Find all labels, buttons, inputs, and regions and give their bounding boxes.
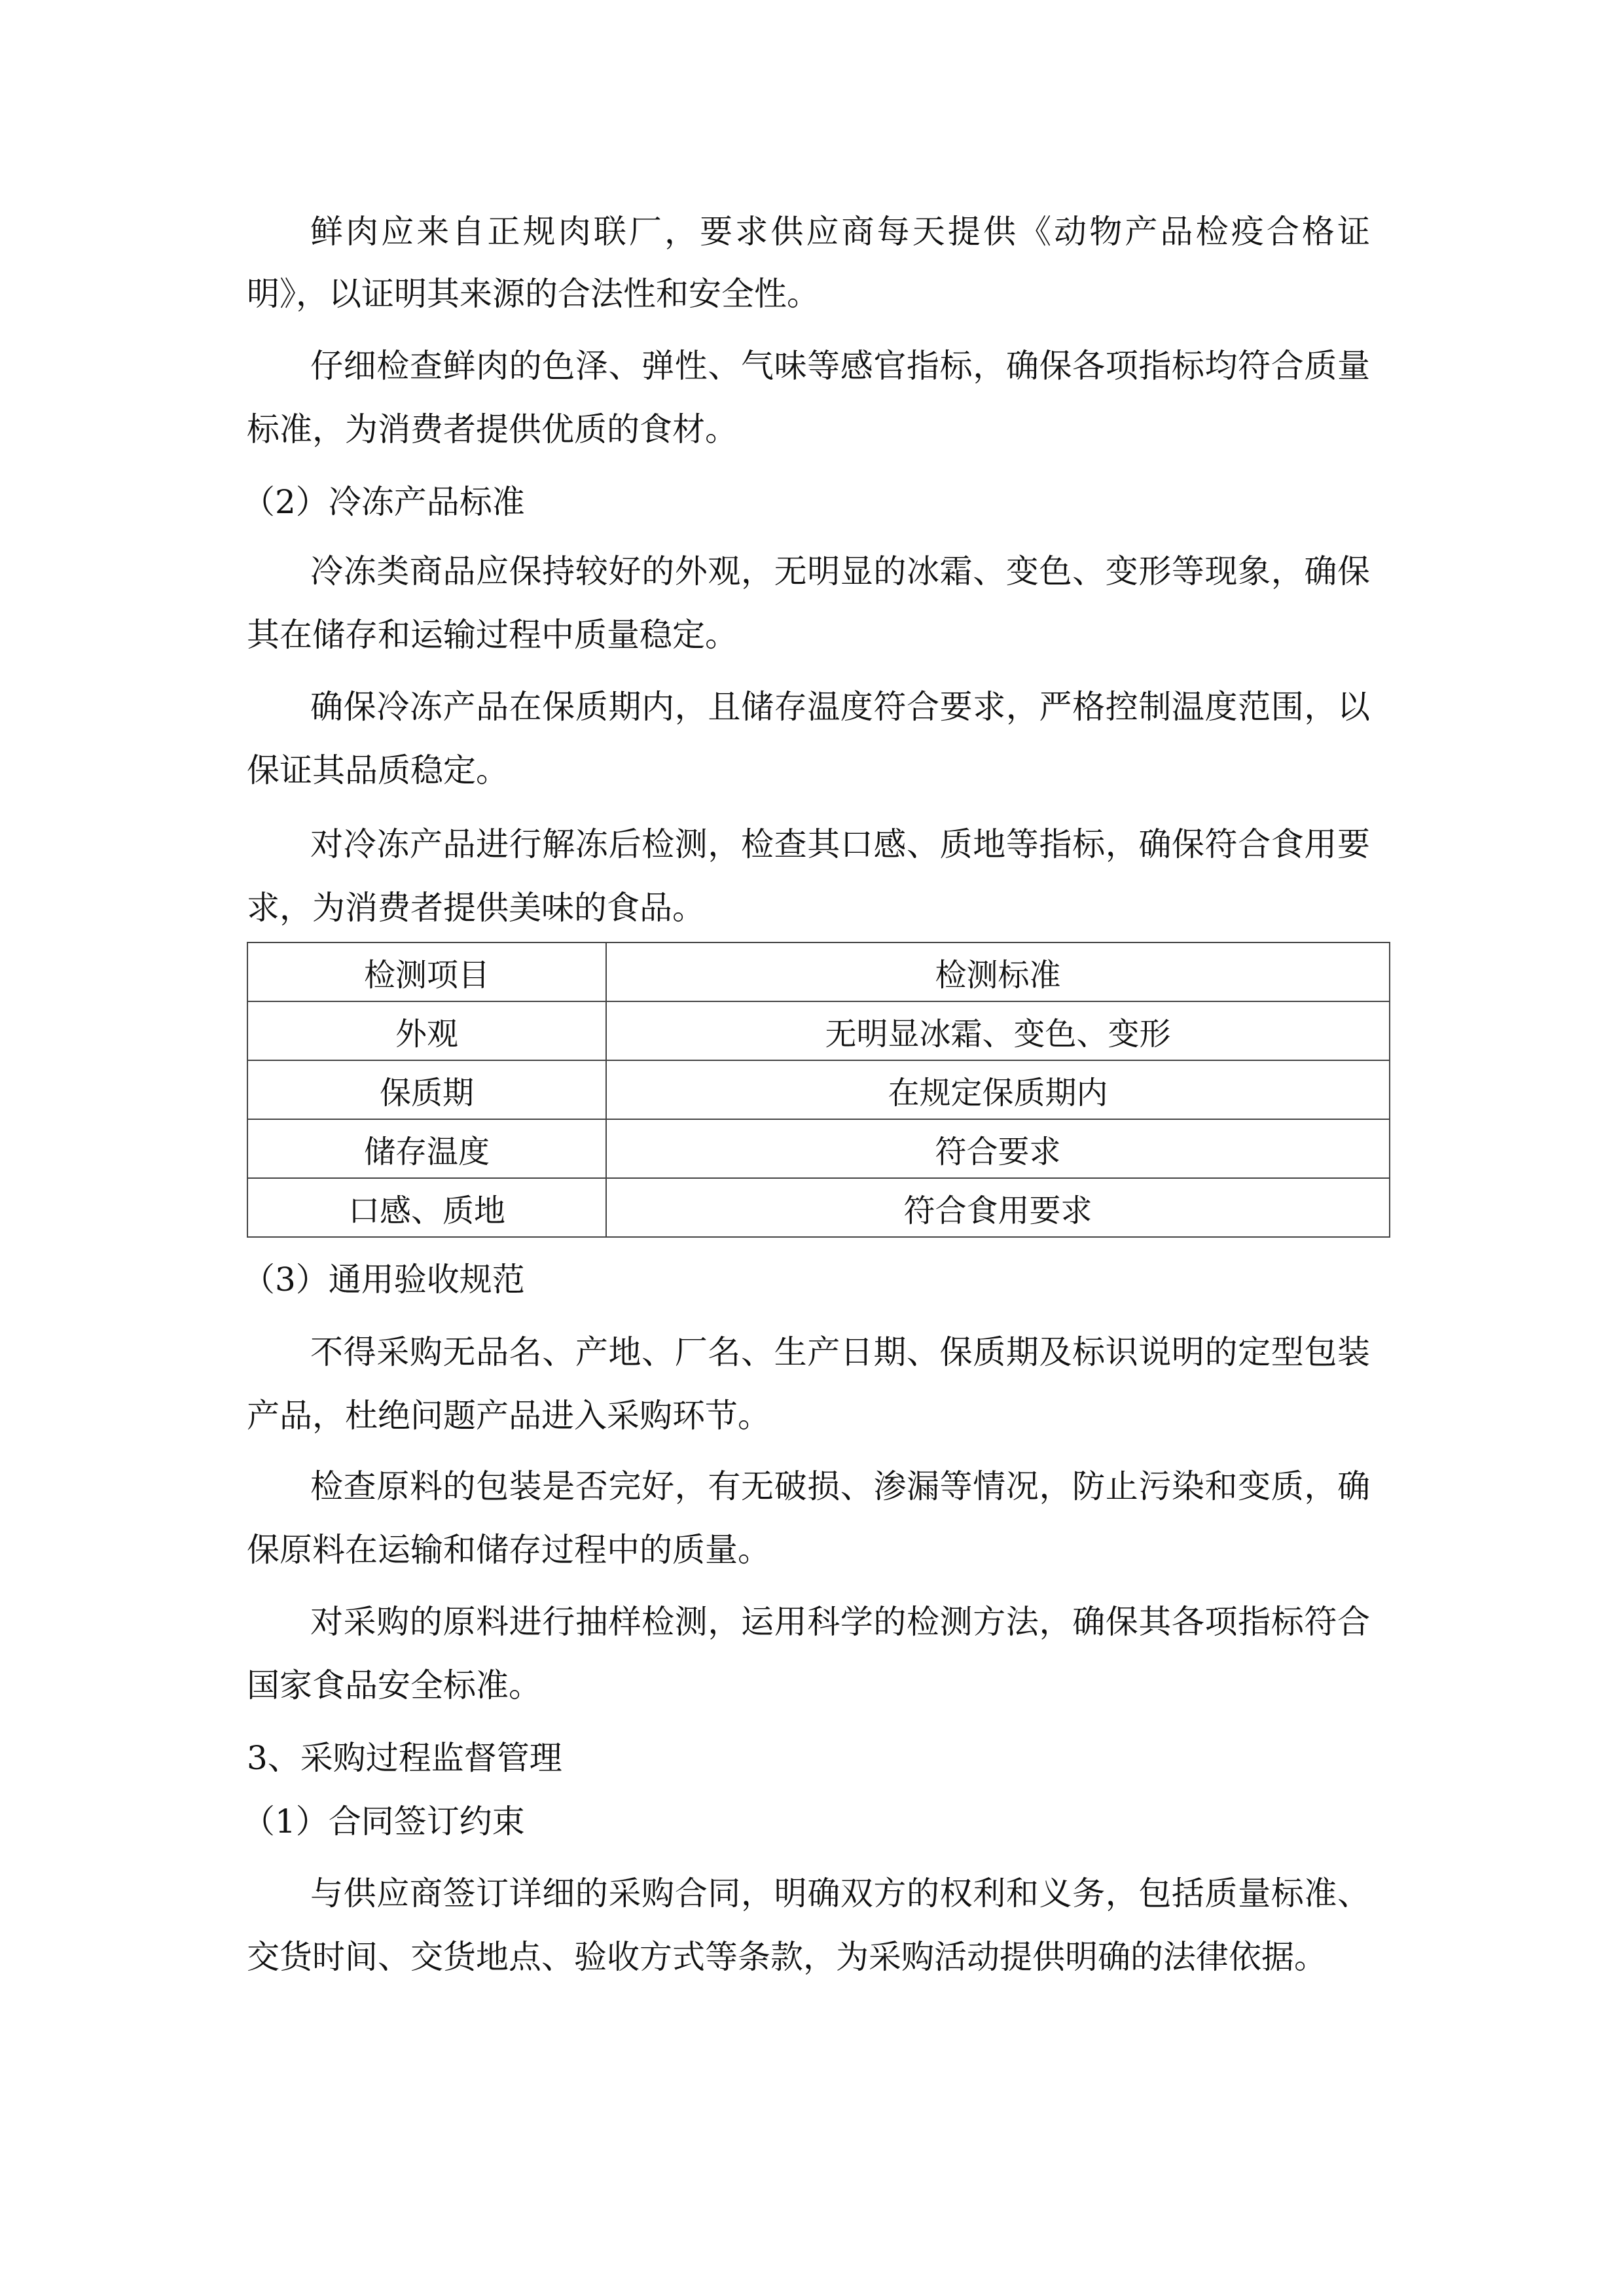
- table-cell: 符合要求: [606, 1119, 1390, 1178]
- paragraph-line: 其在储存和运输过程中质量稳定。: [247, 616, 738, 654]
- table-row: [247, 1119, 1390, 1178]
- table-header-row: [247, 942, 1390, 1001]
- subsection-heading: （1）合同签订约束: [242, 1803, 525, 1840]
- table-cell: 无明显冰霜、变色、变形: [606, 1001, 1390, 1060]
- table-header-cell: 检测项目: [247, 942, 606, 1001]
- inspection-standards-table: [247, 942, 1390, 1238]
- paragraph-line: 保证其品质稳定。: [247, 751, 509, 789]
- paragraph-line: 仔细检查鲜肉的色泽、弹性、气味等感官指标，确保各项指标均符合质量: [310, 347, 1370, 385]
- paragraph-line: 国家食品安全标准。: [247, 1666, 541, 1704]
- subsection-heading: （3）通用验收规范: [242, 1261, 525, 1299]
- table-cell: 储存温度: [247, 1119, 606, 1178]
- subsection-heading: （2）冷冻产品标准: [242, 483, 525, 521]
- table-row: [247, 1060, 1390, 1119]
- table-cell: 保质期: [247, 1060, 606, 1119]
- paragraph-line: 对冷冻产品进行解冻后检测，检查其口感、质地等指标，确保符合食用要: [310, 825, 1370, 863]
- paragraph-line: 对采购的原料进行抽样检测，运用科学的检测方法，确保其各项指标符合: [310, 1603, 1370, 1641]
- table-cell: 在规定保质期内: [606, 1060, 1390, 1119]
- paragraph-line: 检查原料的包装是否完好，有无破损、渗漏等情况，防止污染和变质，确: [310, 1467, 1370, 1505]
- section-heading: 3、采购过程监督管理: [247, 1739, 562, 1777]
- paragraph-line: 产品，杜绝问题产品进入采购环节。: [247, 1397, 770, 1435]
- paragraph-line: 不得采购无品名、产地、厂名、生产日期、保质期及标识说明的定型包装: [310, 1333, 1370, 1371]
- table-header-cell: 检测标准: [606, 942, 1390, 1001]
- paragraph-line: 与供应商签订详细的采购合同，明确双方的权利和义务，包括质量标准、: [310, 1874, 1370, 1912]
- paragraph-line: 标准，为消费者提供优质的食材。: [247, 410, 738, 448]
- table-cell: 符合食用要求: [606, 1178, 1390, 1237]
- paragraph-line: 确保冷冻产品在保质期内，且储存温度符合要求，严格控制温度范围，以: [310, 688, 1370, 726]
- paragraph-line: 鲜肉应来自正规肉联厂，要求供应商每天提供《动物产品检疫合格证: [310, 213, 1370, 251]
- table-row: [247, 1178, 1390, 1237]
- table-cell: 外观: [247, 1001, 606, 1060]
- paragraph-line: 保原料在运输和储存过程中的质量。: [247, 1531, 770, 1569]
- paragraph-line: 交货时间、交货地点、验收方式等条款，为采购活动提供明确的法律依据。: [247, 1938, 1327, 1976]
- table-row: [247, 1001, 1390, 1060]
- paragraph-line: 明》，以证明其来源的合法性和安全性。: [247, 275, 820, 313]
- table-cell: 口感、质地: [247, 1178, 606, 1237]
- paragraph-line: 冷冻类商品应保持较好的外观，无明显的冰霜、变色、变形等现象，确保: [310, 552, 1370, 590]
- paragraph-line: 求，为消费者提供美味的食品。: [247, 889, 705, 927]
